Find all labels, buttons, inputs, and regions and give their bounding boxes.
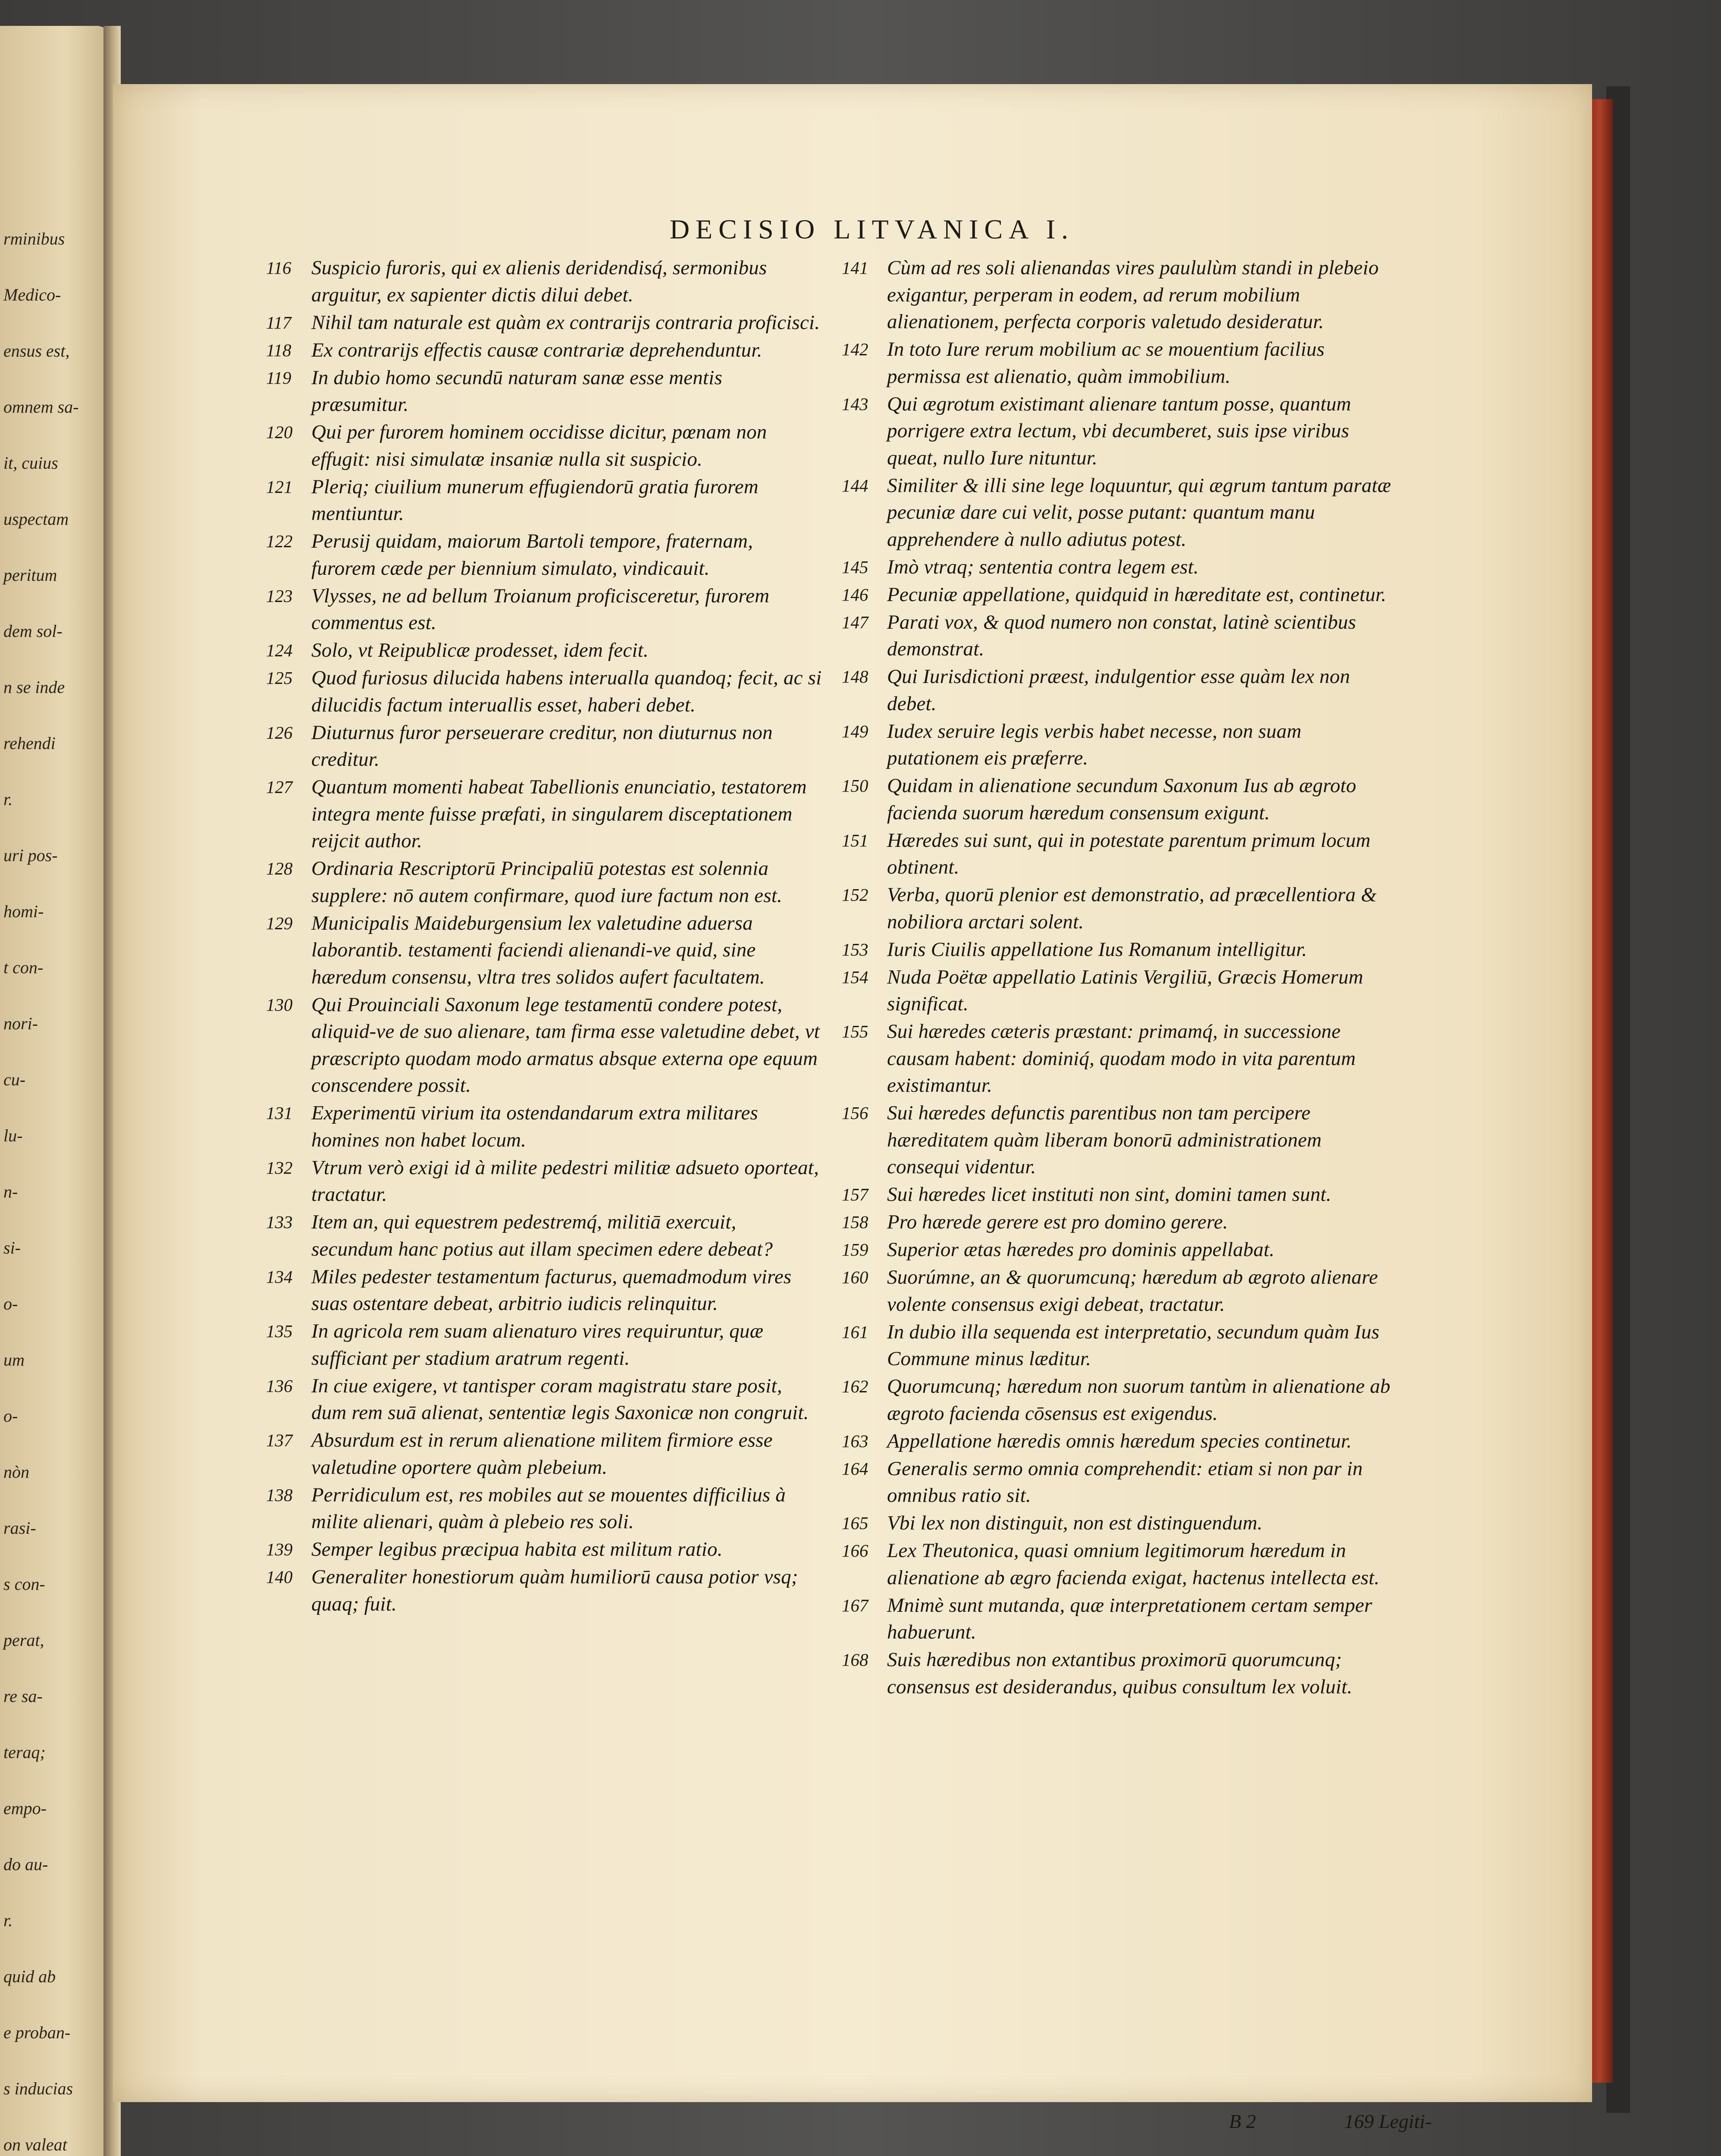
facing-page-text: t con- — [3, 958, 44, 977]
entry-number: 116 — [266, 258, 292, 278]
summary-entry — [266, 1373, 822, 1426]
entry-number: 149 — [842, 721, 868, 741]
summary-entry — [842, 254, 1398, 335]
entry-text: Pro hærede gerere est pro domino gerere. — [887, 1211, 1228, 1233]
summary-entry — [842, 1455, 1398, 1509]
summary-entry — [266, 1154, 822, 1208]
facing-page-text: cu- — [3, 1070, 26, 1089]
facing-page-text: omnem sa- — [3, 397, 79, 417]
entry-number: 166 — [842, 1541, 868, 1561]
facing-page-text: dem sol- — [3, 621, 63, 641]
entry-text: Superior ætas hæredes pro dominis appellabat. — [887, 1238, 1275, 1261]
facing-page-text: do au- — [3, 1855, 48, 1874]
facing-page-text: o- — [3, 1294, 18, 1313]
entry-number: 133 — [266, 1212, 293, 1232]
summary-entry — [842, 772, 1398, 826]
entry-number: 128 — [266, 859, 293, 878]
summary-entry — [842, 1209, 1398, 1236]
summary-entry — [842, 1018, 1398, 1099]
summary-entry — [842, 1181, 1398, 1208]
entry-number: 125 — [266, 668, 293, 688]
entry-text: Quantum momenti habeat Tabellionis enunciatio, testatorem integra mente fuisse præfati, in singularem disceptationem reijcit author. — [311, 776, 807, 852]
entry-text: Miles pedester testamentum facturus, quemadmodum vires suas ostentare debeat, arbitrio iudicis relinquitur. — [311, 1265, 792, 1315]
summary-entry — [842, 391, 1398, 472]
entry-text: Experimentū virium ita ostendandarum extra militares homines non habet locum. — [311, 1102, 759, 1151]
entry-number: 121 — [266, 476, 293, 497]
summary-entry — [266, 1209, 822, 1263]
facing-page-text: quid ab — [3, 1967, 56, 1986]
facing-page-text: n- — [3, 1182, 18, 1201]
entry-text: Absurdum est in rerum alienatione militem firmiore esse valetudine oportere quàm plebeium. — [311, 1429, 773, 1479]
entry-text: In agricola rem suam alienaturo vires requiruntur, quæ sufficiant per stadium aratrum regenti. — [311, 1320, 764, 1369]
entry-text: Imò vtraq; sententia contra legem est. — [887, 555, 1199, 578]
entry-number: 167 — [842, 1595, 868, 1615]
facing-page-text: r. — [3, 790, 13, 809]
entry-number: 145 — [842, 557, 868, 577]
summary-entry — [266, 583, 822, 636]
entry-text: Similiter & illi sine lege loquuntur, qui ægrum tantum paratæ pecuniæ dare cui velit, posse putant: quantum manu apprehendere à nullo adiutus potest. — [887, 474, 1391, 551]
summary-entry — [842, 1537, 1398, 1591]
entry-number: 140 — [266, 1567, 293, 1587]
entry-number: 132 — [266, 1157, 293, 1178]
summary-entry — [842, 964, 1398, 1018]
summary-entry — [266, 1318, 822, 1372]
facing-page-text: um — [3, 1350, 25, 1369]
summary-entry — [842, 554, 1398, 581]
page-title: DECISIO LITVANICA I. — [669, 214, 1075, 244]
summary-entry — [842, 718, 1398, 772]
facing-page-text: uri pos- — [3, 846, 58, 865]
entry-number: 154 — [842, 967, 868, 987]
summary-entry — [266, 1263, 822, 1317]
summary-entry — [266, 419, 822, 473]
entry-number: 139 — [266, 1539, 293, 1559]
facing-page-text: n se inde — [3, 677, 65, 697]
entry-text: Suspicio furoris, qui ex alienis deridendisq́, sermonibus arguitur, ex sapienter dictis dilui debet. — [311, 257, 767, 306]
summary-entry — [842, 663, 1398, 717]
summary-entry — [842, 1646, 1398, 1700]
entry-text: Parati vox, & quod numero non constat, latinè scientibus demonstrat. — [887, 611, 1356, 660]
entry-text: Verba, quorū plenior est demonstratio, ad præcellentiora & nobiliora arctari solent. — [887, 884, 1377, 933]
summary-entry — [266, 473, 822, 527]
entry-text: Diuturnus furor perseuerare creditur, non diuturnus non creditur. — [311, 721, 773, 771]
facing-page-text: uspectam — [3, 509, 69, 529]
summary-entry — [842, 1428, 1398, 1455]
entry-number: 161 — [842, 1322, 868, 1342]
summary-entry — [266, 774, 822, 855]
entry-text: Vtrum verò exigi id à milite pedestri militiæ adsueto oporteat, tractatur. — [311, 1156, 819, 1206]
entry-number: 160 — [842, 1267, 868, 1287]
entry-number: 157 — [842, 1185, 868, 1204]
facing-page-text: on valeat — [3, 2135, 67, 2154]
summary-entry — [842, 1510, 1398, 1537]
summary-entry — [842, 881, 1398, 935]
summary-entry — [842, 336, 1398, 390]
entry-number: 147 — [842, 612, 868, 632]
summary-entry — [842, 609, 1398, 663]
entry-text: Suis hæredibus non extantibus proximorū quorumcunq; consensus est desiderandus, quibus consultum lex voluit. — [887, 1648, 1353, 1698]
catchword: 169 Legiti- — [1344, 2110, 1432, 2132]
entry-text: Pecuniæ appellatione, quidquid in hæreditate est, continetur. — [887, 583, 1386, 606]
entry-number: 152 — [842, 885, 868, 905]
entry-text: Mnimè sunt mutanda, quæ interpretationem certam semper habuerunt. — [887, 1594, 1373, 1643]
summary-entry — [842, 581, 1398, 608]
entry-text: Vbi lex non distinguit, non est distinguendum. — [887, 1512, 1263, 1534]
summary-entry — [842, 1236, 1398, 1263]
entry-number: 162 — [842, 1376, 868, 1396]
entry-text: Qui ægrotum existimant alienare tantum posse, quantum porrigere extra lectum, vbi decumberet, suis ipse viribus queat, nullo Iure nituntur. — [887, 392, 1351, 469]
summary-entry — [266, 855, 822, 909]
entry-text: Quod furiosus dilucida habens interualla quandoq; fecit, ac si dilucidis factum interuallis esset, haberi debet. — [311, 667, 822, 716]
left-column — [266, 254, 822, 1618]
facing-page-text: e proban- — [3, 2023, 71, 2042]
entry-text: Qui per furorem hominem occidisse dicitur, pœnam non effugit: nisi simulatæ insaniæ nulla sit suspicio. — [311, 421, 767, 470]
entry-text: Quidam in alienatione secundum Saxonum Ius ab ægroto facienda suorum hæredum consensum exigunt. — [887, 774, 1357, 824]
entry-number: 135 — [266, 1321, 293, 1341]
summary-entry — [266, 1100, 822, 1153]
entry-text: Perridiculum est, res mobiles aut se mouentes difficilius à milite alienari, quàm à plebeio res soli. — [311, 1483, 786, 1533]
facing-page-text: it, cuius — [3, 453, 58, 473]
facing-page-text: rasi- — [3, 1518, 36, 1538]
entry-number: 144 — [842, 475, 868, 495]
summary-entry — [266, 1564, 822, 1617]
facing-page-text: nòn — [3, 1462, 29, 1482]
entry-text: Ex contrarijs effectis causæ contrariæ deprehenduntur. — [311, 338, 762, 361]
summary-entry — [266, 719, 822, 773]
summary-entry — [266, 991, 822, 1099]
entry-text: In dubio illa sequenda est interpretatio, secundum quàm Ius Commune minus læditur. — [887, 1320, 1379, 1370]
entry-text: In dubio homo secundū naturam sanæ esse mentis præsumitur. — [311, 366, 723, 416]
entry-text: Pleriq; ciuilium munerum effugiendorū gratia furorem mentiuntur. — [311, 475, 759, 525]
facing-page-text: peritum — [3, 565, 57, 585]
facing-page-text: teraq; — [3, 1742, 46, 1762]
entry-text: Ordinaria Rescriptorū Principaliū potestas est solennia supplere: nō autem confirmare, quod iure factum non est. — [311, 857, 783, 907]
facing-page-text: homi- — [3, 902, 44, 921]
entry-number: 153 — [842, 939, 868, 959]
summary-entry — [266, 1482, 822, 1536]
entry-number: 156 — [842, 1103, 868, 1123]
signature-mark: B 2 — [1229, 2110, 1256, 2132]
summary-entry — [266, 1536, 822, 1563]
summary-entry — [842, 472, 1398, 553]
summary-entry — [842, 936, 1398, 963]
summary-entry — [266, 637, 822, 664]
entry-number: 129 — [266, 913, 293, 933]
entry-number: 126 — [266, 722, 293, 743]
facing-page-text: ensus est, — [3, 341, 70, 360]
entry-number: 141 — [842, 258, 868, 278]
entry-text: Item an, qui equestrem pedestremq́, militiā exercuit, secundum hanc potius aut illam specimen edere debeat? — [311, 1211, 773, 1260]
entry-number: 127 — [266, 777, 293, 797]
entry-text: Semper legibus præcipua habita est militum ratio. — [311, 1538, 723, 1561]
summary-entry — [842, 1319, 1398, 1373]
entry-text: Appellatione hæredis omnis hæredum species continetur. — [887, 1429, 1352, 1452]
entry-number: 165 — [842, 1513, 868, 1533]
entry-number: 119 — [266, 367, 292, 388]
entry-number: 134 — [266, 1266, 293, 1287]
entry-number: 159 — [842, 1240, 868, 1260]
facing-page-text: r. — [3, 1911, 13, 1930]
entry-text: Municipalis Maideburgensium lex valetudine aduersa laborantib. testamenti faciendi alienandi-ve quid, sine hæredum consensu, vltra tres solidos aufert facultatem. — [311, 912, 765, 988]
summary-entry — [842, 1264, 1398, 1318]
entry-text: Generalis sermo omnia comprehendit: etiam si non par in omnibus ratio sit. — [887, 1457, 1363, 1507]
entry-text: Sui hæredes licet instituti non sint, domini tamen sunt. — [887, 1183, 1332, 1206]
facing-page-text: si- — [3, 1238, 21, 1257]
facing-page-text: rminibus — [3, 229, 65, 248]
entry-text: Nihil tam naturale est quàm ex contrarijs contraria proficisci. — [311, 311, 820, 334]
entry-text: Quorumcunq; hæredum non suorum tantùm in alienatione ab ægroto facienda cōsensus est exigendus. — [887, 1375, 1391, 1425]
entry-number: 123 — [266, 586, 293, 606]
entry-text: Suorúmne, an & quorumcunq; hæredum ab ægroto alienare volente consensus exigi debeat, tractatur. — [887, 1266, 1378, 1316]
facing-page-text: lu- — [3, 1126, 23, 1145]
summary-entry — [842, 1373, 1398, 1427]
facing-page-text: s inducias — [3, 2079, 73, 2098]
entry-text: Generaliter honestiorum quàm humiliorū causa potior vsq; quaq; fuit. — [311, 1566, 798, 1615]
summary-entry — [266, 528, 822, 582]
facing-page-fragment — [0, 26, 110, 2156]
entry-text: Qui Iurisdictioni præest, indulgentior esse quàm lex non debet. — [887, 665, 1350, 715]
entry-text: Vlysses, ne ad bellum Troianum proficisceretur, furorem commentus est. — [311, 584, 770, 634]
summary-entry — [266, 254, 822, 308]
summary-entry — [266, 664, 822, 718]
entry-number: 164 — [842, 1458, 868, 1479]
entry-number: 137 — [266, 1430, 293, 1450]
entry-number: 148 — [842, 667, 868, 686]
facing-page-text: o- — [3, 1406, 18, 1426]
facing-page-text: nori- — [3, 1014, 38, 1033]
entry-text: Lex Theutonica, quasi omnium legitimorum hæredum in alienatione ab ægro facienda exigat, hactenus intellecta est. — [887, 1539, 1380, 1589]
entry-text: Cùm ad res soli alienandas vires paululùm standi in plebeio exigantur, perperam in eodem, ad rerum mobilium alienationem, perfecta corporis valetudo desideratur. — [887, 257, 1379, 333]
entry-number: 130 — [266, 994, 293, 1015]
entry-number: 120 — [266, 422, 293, 442]
entry-number: 136 — [266, 1376, 293, 1396]
facing-page-text: perat, — [3, 1630, 44, 1650]
book-page — [113, 84, 1592, 2132]
entry-number: 155 — [842, 1022, 868, 1041]
entry-number: 138 — [266, 1485, 293, 1505]
summary-entry — [266, 1427, 822, 1481]
entry-number: 151 — [842, 830, 868, 850]
entry-number: 168 — [842, 1650, 868, 1670]
entry-text: Nuda Poëtæ appellatio Latinis Vergiliū, Græcis Homerum significat. — [887, 965, 1364, 1015]
facing-page-text: rehendi — [3, 733, 56, 753]
entry-number: 150 — [842, 776, 868, 796]
entry-text: Hæredes sui sunt, qui in potestate parentum primum locum obtinent. — [887, 829, 1371, 878]
summary-entry — [266, 337, 822, 364]
entry-number: 163 — [842, 1431, 868, 1451]
entry-text: Perusij quidam, maiorum Bartoli tempore, fraternam, furorem cæde per biennium simulato, vindicauit. — [311, 530, 753, 580]
entry-text: In toto Iure rerum mobilium ac se mouentium facilius permissa est alienatio, quàm immobilium. — [887, 338, 1325, 388]
entry-number: 143 — [842, 394, 868, 414]
entry-number: 118 — [266, 340, 292, 360]
entry-number: 131 — [266, 1103, 293, 1123]
entry-text: Solo, vt Reipublicæ prodesset, idem fecit. — [311, 639, 649, 661]
entry-number: 117 — [266, 312, 292, 332]
right-column — [842, 254, 1398, 1701]
summary-entry — [842, 1100, 1398, 1181]
summary-entry — [266, 364, 822, 418]
entry-number: 158 — [842, 1212, 868, 1232]
entry-text: Iudex seruire legis verbis habet necesse, non suam putationem eis præferre. — [887, 720, 1302, 769]
facing-page-text: re sa- — [3, 1686, 43, 1706]
entry-text: Sui hæredes defunctis parentibus non tam percipere hæreditatem quàm liberam bonorū administrationem consequi videntur. — [887, 1102, 1322, 1178]
facing-page-text: s con- — [3, 1574, 45, 1594]
summary-entry — [842, 1592, 1398, 1646]
entry-number: 142 — [842, 339, 868, 359]
summary-entry — [266, 309, 822, 336]
entry-number: 146 — [842, 584, 868, 605]
entry-text: Sui hæredes cæteris præstant: primamq́, in successione causam habent: dominiq́, quodam modo in vita parentum existimantur. — [887, 1020, 1356, 1097]
summary-entry — [842, 827, 1398, 881]
entry-text: In ciue exigere, vt tantisper coram magistratu stare posit, dum rem suā alienat, sententiæ legis Saxonicæ non congruit. — [311, 1374, 809, 1424]
entry-number: 124 — [266, 640, 293, 660]
entry-text: Qui Prouinciali Saxonum lege testamentū condere potest, aliquid-ve de suo alienare, tam firma esse valetudine debet, vt præscripto quodam modo armatus absque externa ope equum conscendere possit. — [311, 993, 820, 1097]
entry-text: Iuris Ciuilis appellatione Ius Romanum intelligitur. — [887, 938, 1307, 961]
facing-page-text: empo- — [3, 1799, 47, 1818]
summary-entry — [266, 910, 822, 991]
entry-number: 122 — [266, 531, 293, 551]
facing-page-text: Medico- — [3, 285, 61, 304]
